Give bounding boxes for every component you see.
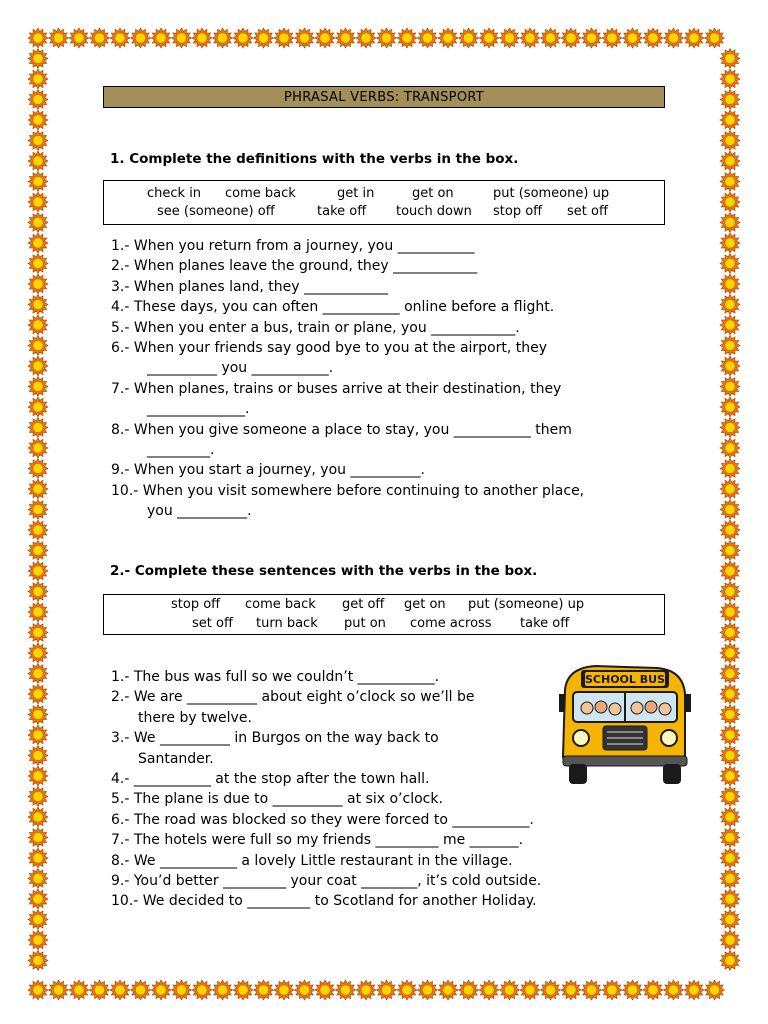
sun-icon: [459, 28, 479, 48]
sun-icon: [28, 28, 48, 48]
word-box-item: put (someone) up: [493, 186, 610, 201]
sun-icon: [582, 28, 602, 48]
list-item-continuation: there by twelve.: [138, 709, 252, 726]
sun-icon: [720, 336, 740, 356]
sun-icon: [459, 980, 479, 1000]
sun-icon: [28, 951, 48, 971]
sun-icon: [28, 356, 48, 376]
sun-icon: [720, 930, 740, 950]
sun-icon: [28, 889, 48, 909]
list-item: 5.- When you enter a bus, train or plane, you ____________.: [111, 319, 520, 336]
sun-icon: [684, 980, 704, 1000]
section2-heading: 2.- Complete these sentences with the verbs in the box.: [110, 563, 538, 579]
sun-icon: [720, 828, 740, 848]
sun-icon: [28, 254, 48, 274]
sun-icon: [28, 807, 48, 827]
sun-icon: [720, 254, 740, 274]
sun-icon: [28, 274, 48, 294]
sun-icon: [720, 479, 740, 499]
sun-icon: [720, 602, 740, 622]
word-box-item: put (someone) up: [468, 597, 585, 612]
sun-icon: [131, 28, 151, 48]
sun-icon: [720, 643, 740, 663]
word-box-item: touch down: [396, 204, 472, 219]
sun-icon: [28, 438, 48, 458]
sun-icon: [28, 49, 48, 69]
sun-icon: [131, 980, 151, 1000]
sun-icon: [28, 766, 48, 786]
sun-icon: [356, 980, 376, 1000]
sun-icon: [28, 725, 48, 745]
sun-icon: [582, 980, 602, 1000]
list-item: 1.- The bus was full so we couldn’t ___________.: [111, 669, 440, 685]
sun-icon: [28, 746, 48, 766]
sun-icon: [720, 520, 740, 540]
list-item-continuation: __________ you ___________.: [147, 360, 334, 377]
sun-icon: [28, 980, 48, 1000]
sun-icon: [664, 980, 684, 1000]
sun-icon: [151, 28, 171, 48]
list-item-continuation: ______________.: [147, 401, 250, 418]
bus-sign-text: SCHOOL BUS: [585, 673, 665, 686]
sun-icon: [213, 28, 233, 48]
list-item: 6.- When your friends say good bye to you at the airport, they: [111, 339, 548, 356]
sun-icon: [720, 623, 740, 643]
sun-icon: [602, 980, 622, 1000]
word-box-item: get in: [337, 186, 375, 201]
sun-icon: [28, 151, 48, 171]
word-box-item: get off: [342, 597, 385, 612]
sun-icon: [28, 459, 48, 479]
sun-icon: [274, 980, 294, 1000]
word-box-item: come across: [410, 616, 492, 631]
sun-icon: [561, 980, 581, 1000]
sun-icon: [315, 28, 335, 48]
sun-icon: [28, 69, 48, 89]
sun-icon: [643, 28, 663, 48]
sun-icon: [720, 438, 740, 458]
sun-icon: [541, 980, 561, 1000]
list-item: 1.- When you return from a journey, you ___________: [111, 238, 475, 254]
sun-icon: [172, 28, 192, 48]
sun-icon: [28, 643, 48, 663]
sun-icon: [602, 28, 622, 48]
sun-icon: [28, 848, 48, 868]
sun-icon: [623, 980, 643, 1000]
sun-icon: [110, 980, 130, 1000]
list-item: 3.- When planes land, they ____________: [111, 278, 388, 295]
word-box-item: put on: [344, 616, 386, 631]
sun-icon: [233, 980, 253, 1000]
sun-icon: [720, 684, 740, 704]
list-item: 9.- You’d better _________ your coat ________, it’s cold outside.: [111, 872, 542, 889]
sun-icon: [720, 910, 740, 930]
sun-icon: [336, 980, 356, 1000]
sun-icon: [684, 28, 704, 48]
sun-icon: [720, 889, 740, 909]
sun-icon: [520, 980, 540, 1000]
school-bus-illustration: [545, 660, 695, 790]
sun-icon: [172, 980, 192, 1000]
section2-box-row1: [104, 597, 664, 613]
sun-icon: [28, 131, 48, 151]
sun-icon: [28, 582, 48, 602]
sun-icon: [720, 151, 740, 171]
sun-icon: [720, 233, 740, 253]
sun-icon: [28, 90, 48, 110]
section2-item-list: [111, 667, 541, 912]
sun-icon: [213, 980, 233, 1000]
section1-word-box: [103, 180, 665, 225]
word-box-item: set off: [192, 616, 233, 631]
sun-icon: [720, 377, 740, 397]
list-item: 8.- We ___________ a lovely Little restaurant in the village.: [111, 852, 513, 869]
sun-icon: [720, 561, 740, 581]
sun-icon: [90, 980, 110, 1000]
section2-word-box: [103, 594, 665, 635]
word-box-item: take off: [520, 616, 570, 631]
sun-icon: [69, 980, 89, 1000]
sun-icon: [356, 28, 376, 48]
sun-icon: [28, 110, 48, 130]
list-item: 8.- When you give someone a place to stay, you ___________ them: [111, 421, 572, 438]
sun-icon: [720, 664, 740, 684]
sun-icon: [720, 459, 740, 479]
sun-icon: [295, 980, 315, 1000]
sun-icon: [377, 980, 397, 1000]
word-box-item: turn back: [256, 616, 318, 631]
sun-icon: [28, 541, 48, 561]
sun-icon: [561, 28, 581, 48]
sun-icon: [49, 28, 69, 48]
list-item: 2.- When planes leave the ground, they ____________: [111, 258, 478, 275]
sun-icon: [28, 397, 48, 417]
sun-icon: [28, 787, 48, 807]
sun-icon: [720, 90, 740, 110]
sun-icon: [254, 980, 274, 1000]
sun-icon: [720, 397, 740, 417]
word-box-item: set off: [567, 204, 608, 219]
sun-icon: [192, 28, 212, 48]
sun-icon: [28, 336, 48, 356]
list-item: 10.- When you visit somewhere before continuing to another place,: [111, 482, 585, 499]
sun-icon: [720, 705, 740, 725]
sun-icon: [377, 28, 397, 48]
sun-icon: [295, 28, 315, 48]
word-box-item: check in: [147, 186, 202, 201]
word-box-item: stop off: [171, 597, 221, 612]
list-item: 2.- We are __________ about eight o’clock so we’ll be: [111, 689, 475, 706]
word-box-item: see (someone) off: [157, 204, 275, 219]
sun-icon: [720, 807, 740, 827]
sun-icon: [720, 582, 740, 602]
sun-icon: [720, 725, 740, 745]
word-box-item: come back: [245, 597, 316, 612]
list-item: 10.- We decided to _________ to Scotland for another Holiday.: [111, 893, 537, 910]
list-item-continuation: Santander.: [138, 750, 214, 767]
sun-icon: [336, 28, 356, 48]
sun-icon: [28, 910, 48, 930]
sun-icon: [28, 561, 48, 581]
sun-icon: [28, 705, 48, 725]
sun-icon: [720, 869, 740, 889]
sun-icon: [28, 315, 48, 335]
sun-icon: [500, 980, 520, 1000]
section1-box-row1: [104, 186, 664, 202]
word-box-item: take off: [317, 204, 367, 219]
sun-icon: [28, 233, 48, 253]
sun-icon: [720, 295, 740, 315]
list-item: 9.- When you start a journey, you __________.: [111, 462, 425, 479]
sun-icon: [233, 28, 253, 48]
sun-icon: [643, 980, 663, 1000]
sun-icon: [28, 500, 48, 520]
sun-icon: [418, 980, 438, 1000]
sun-icon: [28, 869, 48, 889]
list-item-continuation: _________.: [147, 441, 215, 458]
sun-icon: [438, 28, 458, 48]
sun-icon: [28, 520, 48, 540]
sun-icon: [720, 766, 740, 786]
sun-icon: [28, 664, 48, 684]
sun-icon: [254, 28, 274, 48]
list-item-continuation: you __________.: [147, 503, 252, 520]
sun-icon: [720, 500, 740, 520]
sun-icon: [720, 274, 740, 294]
sun-icon: [28, 192, 48, 212]
sun-icon: [720, 69, 740, 89]
sun-icon: [520, 28, 540, 48]
list-item: 5.- The plane is due to __________ at six o’clock.: [111, 791, 443, 808]
sun-icon: [28, 684, 48, 704]
title-bar: [103, 86, 665, 108]
sun-icon: [274, 28, 294, 48]
sun-icon: [397, 980, 417, 1000]
section1-box-row2: [104, 204, 664, 220]
sun-icon: [438, 980, 458, 1000]
word-box-item: get on: [412, 186, 454, 201]
sun-icon: [28, 623, 48, 643]
sun-icon: [720, 787, 740, 807]
sun-icon: [720, 848, 740, 868]
sun-icon: [28, 172, 48, 192]
sun-icon: [720, 541, 740, 561]
sun-icon: [720, 951, 740, 971]
sun-icon: [720, 746, 740, 766]
list-item: 3.- We __________ in Burgos on the way back to: [111, 730, 439, 747]
word-box-item: get on: [404, 597, 446, 612]
sun-icon: [720, 356, 740, 376]
sun-icon: [315, 980, 335, 1000]
sun-icon: [541, 28, 561, 48]
sun-icon: [28, 295, 48, 315]
sun-icon: [664, 28, 684, 48]
sun-icon: [192, 980, 212, 1000]
sun-icon: [28, 213, 48, 233]
sun-icon: [110, 28, 130, 48]
sun-icon: [90, 28, 110, 48]
sun-icon: [720, 213, 740, 233]
sun-icon: [49, 980, 69, 1000]
sun-icon: [479, 980, 499, 1000]
sun-icon: [720, 110, 740, 130]
sun-icon: [151, 980, 171, 1000]
sun-icon: [720, 418, 740, 438]
sun-icon: [720, 315, 740, 335]
list-item: 7.- When planes, trains or buses arrive at their destination, they: [111, 380, 562, 397]
word-box-item: come back: [225, 186, 296, 201]
section1-item-list: [111, 236, 584, 521]
sun-icon: [500, 28, 520, 48]
list-item: 4.- ___________ at the stop after the town hall.: [111, 770, 430, 787]
sun-icon: [28, 930, 48, 950]
sun-icon: [28, 828, 48, 848]
sun-icon: [720, 131, 740, 151]
list-item: 6.- The road was blocked so they were forced to ___________.: [111, 811, 534, 828]
sun-icon: [397, 28, 417, 48]
sun-icon: [479, 28, 499, 48]
section2-box-row2: [104, 616, 664, 632]
sun-icon: [69, 28, 89, 48]
sun-icon: [705, 980, 725, 1000]
sun-icon: [720, 49, 740, 69]
sun-icon: [418, 28, 438, 48]
sun-icon: [705, 28, 725, 48]
list-item: 7.- The hotels were full so my friends _________ me _______.: [111, 832, 524, 849]
sun-icon: [623, 28, 643, 48]
sun-icon: [28, 602, 48, 622]
sun-icon: [28, 479, 48, 499]
sun-icon: [720, 192, 740, 212]
list-item: 4.- These days, you can often ___________ online before a flight.: [111, 299, 555, 316]
section1-heading: 1. Complete the definitions with the verbs in the box.: [110, 151, 519, 167]
sun-icon: [720, 172, 740, 192]
page-title: PHRASAL VERBS: TRANSPORT: [284, 89, 484, 105]
sun-icon: [28, 418, 48, 438]
sun-icon: [28, 377, 48, 397]
word-box-item: stop off: [493, 204, 543, 219]
